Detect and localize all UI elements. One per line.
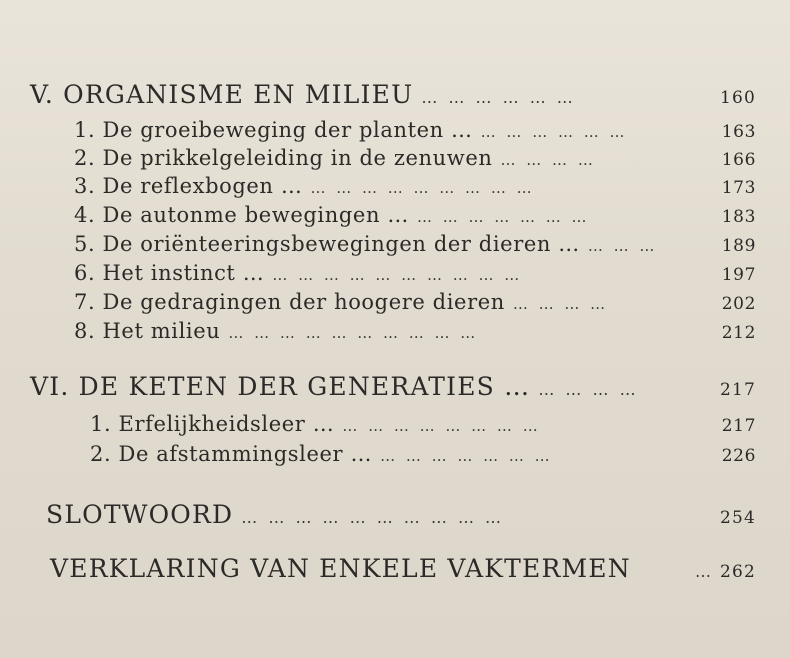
toc-section-row: [74, 203, 756, 227]
section-title: 1. De groeibeweging der planten …: [74, 118, 473, 142]
toc-section-row: [74, 174, 756, 198]
toc-slotwoord-row: [46, 500, 756, 529]
section-title: 7. De gedragingen der hoogere dieren: [74, 290, 505, 314]
page-number: 197: [721, 265, 756, 285]
page-number: 217: [721, 416, 756, 436]
toc-section-row: [74, 319, 756, 343]
toc-section-row: [74, 232, 756, 256]
toc-section-row: [74, 290, 756, 314]
leader-dots: … … … … … …: [421, 88, 576, 107]
page-number: 254: [719, 508, 756, 528]
section-title: 8. Het milieu: [74, 319, 221, 343]
section-title: 1. Erfelijkheidsleer …: [90, 412, 335, 436]
leader-dots: … … … … … … …: [380, 447, 553, 465]
leader-dots: … … … … … …: [480, 123, 628, 141]
page-number: 226: [721, 446, 756, 466]
section-title: 4. De autonme bewegingen …: [74, 203, 409, 227]
toc-chapter-row: [30, 372, 756, 401]
toc-section-row: [74, 261, 756, 285]
toc-section-row: [74, 118, 756, 142]
page-number: 160: [719, 88, 756, 108]
toc-section-row: [90, 412, 756, 436]
page-number: 202: [721, 294, 756, 314]
section-title: 3. De reflexbogen …: [74, 174, 303, 198]
section-title: 2. De prikkelgeleiding in de zenuwen: [74, 146, 493, 170]
chapter-title: VI. DE KETEN DER GENERATIES …: [30, 372, 531, 401]
leader-dots: … … …: [587, 237, 658, 255]
leader-dots: …: [694, 562, 714, 581]
leader-dots: … … … … … … … …: [342, 417, 541, 435]
leader-dots: … … … …: [538, 380, 639, 399]
leader-dots: … … … … … … …: [416, 208, 590, 226]
page-number: 173: [721, 178, 756, 198]
section-title: 6. Het instinct …: [74, 261, 265, 285]
verklaring-title: VERKLARING VAN ENKELE VAKTERMEN: [50, 554, 631, 583]
slotwoord-title: SLOTWOORD: [46, 500, 234, 529]
leader-dots: … … … … … … … … … …: [272, 266, 523, 284]
toc-section-row: [74, 146, 756, 170]
section-title: 5. De oriënteeringsbewegingen der dieren …: [74, 232, 580, 256]
leader-dots: … … … …: [512, 295, 609, 313]
leader-dots: … … … … … … … … …: [310, 179, 535, 197]
leader-dots: … … … … … … … … … …: [228, 324, 479, 342]
page-number: 212: [721, 323, 756, 343]
page-number: 166: [721, 150, 756, 170]
page-number: 163: [721, 122, 756, 142]
page-number: 217: [719, 380, 756, 400]
toc-section-row: [90, 442, 756, 466]
chapter-title: V. ORGANISME EN MILIEU: [30, 80, 414, 109]
page-number: 183: [721, 207, 756, 227]
toc-verklaring-row: [50, 554, 756, 583]
page-number: 262: [719, 562, 756, 582]
leader-dots: … … … …: [500, 151, 596, 169]
leader-dots: … … … … … … … … … …: [241, 508, 505, 527]
toc-chapter-row: [30, 80, 756, 109]
section-title: 2. De afstammingsleer …: [90, 442, 373, 466]
page-number: 189: [721, 236, 756, 256]
